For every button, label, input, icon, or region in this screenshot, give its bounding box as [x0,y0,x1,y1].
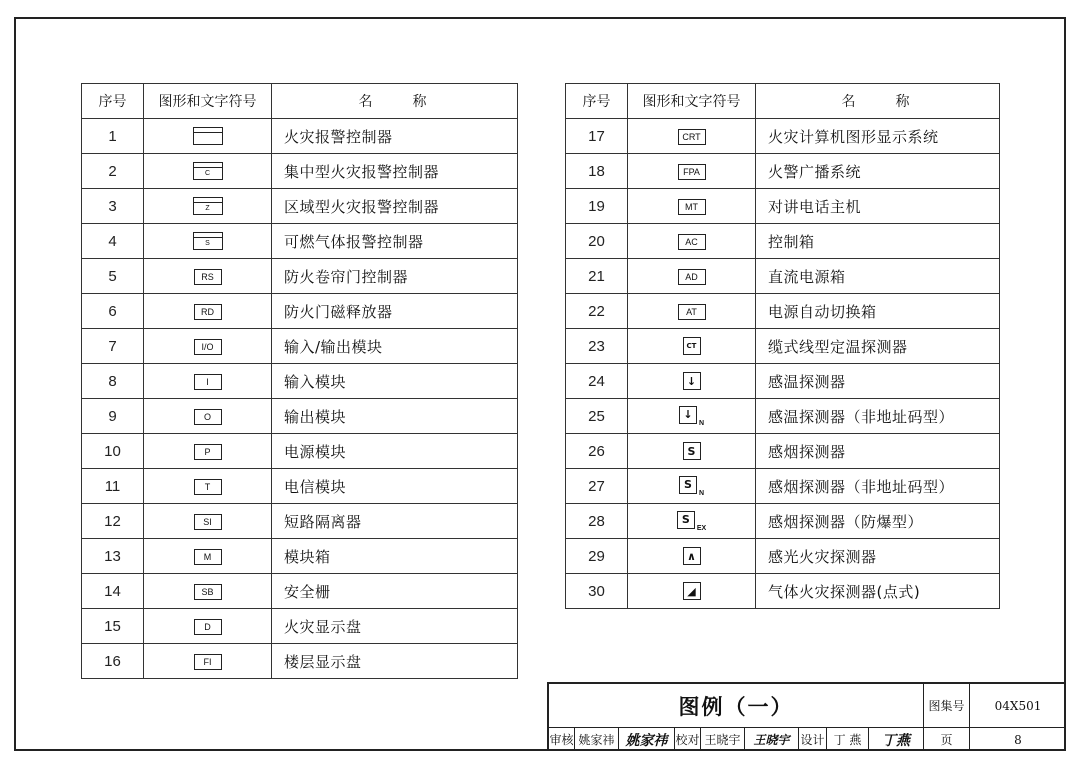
row-number: 23 [566,329,628,364]
signature-review: 姚家祎 [625,732,668,749]
row-number: 2 [82,154,144,189]
symbol-cell [144,574,272,609]
symbol-name: 火灾显示盘 [272,609,518,644]
module-symbol-icon: M [194,549,222,565]
row-number: 30 [566,574,628,609]
row-number: 4 [82,224,144,259]
module-symbol-icon: I [194,374,222,390]
table-row [82,644,518,679]
row-number: 25 [566,399,628,434]
table-row [82,189,518,224]
symbol-letter: C [204,170,211,178]
row-number: 19 [566,189,628,224]
symbol-name: 可燃气体报警控制器 [272,224,518,259]
module-symbol-icon: SB [194,584,222,600]
module-symbol-icon: T [194,479,222,495]
table-row [566,224,1000,259]
symbol-name: 火灾报警控制器 [272,119,518,154]
header-symbol: 图形和文字符号 [144,84,272,119]
row-number: 28 [566,504,628,539]
symbol-name: 气体火灾探测器(点式) [756,574,1000,609]
header-no: 序号 [566,84,628,119]
module-symbol-icon: SI [194,514,222,530]
symbol-name: 感光火灾探测器 [756,539,1000,574]
module-symbol-icon: FI [194,654,222,670]
row-number: 14 [82,574,144,609]
row-number: 9 [82,399,144,434]
symbol-cell [628,189,756,224]
symbol-name: 防火卷帘门控制器 [272,259,518,294]
detector-symbol-icon: CT [683,337,701,355]
row-number: 17 [566,119,628,154]
symbol-cell [144,504,272,539]
symbol-cell [628,399,756,434]
controller-symbol-icon [193,127,223,145]
symbol-cell [144,329,272,364]
module-symbol-icon: I/O [194,339,222,355]
symbol-name: 控制箱 [756,224,1000,259]
table-row [82,119,518,154]
detector-symbol-icon: S [677,511,695,529]
symbol-cell [144,259,272,294]
module-symbol-icon: O [194,409,222,425]
symbol-cell [144,539,272,574]
table-row [566,539,1000,574]
header-name: 名 称 [272,84,518,119]
symbol-cell [628,574,756,609]
detector-symbol-icon: S [683,442,701,460]
page-label: 页 [924,728,970,751]
row-number: 29 [566,539,628,574]
symbol-subscript: EX [696,525,707,532]
table-row [82,609,518,644]
row-number: 16 [82,644,144,679]
table-row [566,469,1000,504]
symbol-name: 火警广播系统 [756,154,1000,189]
detector-symbol-icon: ↓ [683,372,701,390]
symbol-letter: Z [205,205,210,213]
table-row [82,574,518,609]
module-symbol-icon: RD [194,304,222,320]
module-symbol-icon: FPA [678,164,706,180]
legend-table-left [81,83,518,679]
symbol-name: 缆式线型定温探测器 [756,329,1000,364]
reviewer-signature [619,728,675,751]
module-symbol-icon: AC [678,234,706,250]
header-name: 名 称 [756,84,1000,119]
designer-signature [869,728,924,751]
table-row [566,434,1000,469]
symbol-name: 输入模块 [272,364,518,399]
detector-symbol-icon: ◢ [683,582,701,600]
symbol-cell [628,469,756,504]
module-symbol-icon: RS [194,269,222,285]
table-header [82,84,518,119]
controller-symbol-icon [193,197,223,215]
legend-table-right [565,83,1000,609]
table-row [82,469,518,504]
detector-symbol-icon: ↓ [679,406,697,424]
symbol-cell [144,469,272,504]
reviewer-name: 姚家祎 [575,728,619,751]
row-number: 6 [82,294,144,329]
controller-symbol-icon [193,162,223,180]
table-row [566,504,1000,539]
symbol-cell [628,539,756,574]
table-row [566,189,1000,224]
symbol-name: 火灾计算机图形显示系统 [756,119,1000,154]
table-row [82,399,518,434]
module-symbol-icon: P [194,444,222,460]
row-number: 10 [82,434,144,469]
row-number: 11 [82,469,144,504]
module-symbol-icon: MT [678,199,706,215]
symbol-cell [628,119,756,154]
atlas-number: 04X501 [970,684,1066,728]
row-number: 12 [82,504,144,539]
symbol-letter: S [205,240,210,248]
symbol-name: 电源自动切换箱 [756,294,1000,329]
symbol-cell [144,644,272,679]
designer-name: 丁 燕 [827,728,869,751]
symbol-cell [144,189,272,224]
table-row [566,259,1000,294]
controller-symbol-icon [193,232,223,250]
row-number: 15 [82,609,144,644]
row-number: 21 [566,259,628,294]
symbol-cell [144,154,272,189]
row-number: 20 [566,224,628,259]
symbol-cell [628,329,756,364]
row-number: 13 [82,539,144,574]
row-number: 27 [566,469,628,504]
symbol-cell [628,224,756,259]
table-row [82,364,518,399]
row-number: 22 [566,294,628,329]
check-label: 校对 [675,728,701,751]
module-symbol-icon: CRT [678,129,706,145]
symbol-name: 感烟探测器 [756,434,1000,469]
table-row [82,539,518,574]
table-row [82,434,518,469]
symbol-name: 短路隔离器 [272,504,518,539]
symbol-name: 感烟探测器（防爆型） [756,504,1000,539]
symbol-cell [144,224,272,259]
signature-check: 王晓宇 [753,733,790,747]
table-row [566,574,1000,609]
table-row [566,119,1000,154]
drawing-title: 图例（一） [549,684,924,728]
row-number: 1 [82,119,144,154]
symbol-subscript: N [698,490,705,497]
row-number: 26 [566,434,628,469]
symbol-name: 感烟探测器（非地址码型） [756,469,1000,504]
table-row [82,224,518,259]
symbol-name: 防火门磁释放器 [272,294,518,329]
table-row [82,294,518,329]
checker-signature [745,728,799,751]
table-row [566,154,1000,189]
table-row [566,364,1000,399]
table-row [566,294,1000,329]
symbol-cell [144,609,272,644]
review-label: 审核 [549,728,575,751]
symbol-cell [628,364,756,399]
symbol-cell [628,154,756,189]
symbol-name: 区域型火灾报警控制器 [272,189,518,224]
design-label: 设计 [799,728,827,751]
symbol-name: 集中型火灾报警控制器 [272,154,518,189]
symbol-cell [628,434,756,469]
row-number: 3 [82,189,144,224]
title-block [547,682,1066,751]
checker-name: 王晓宇 [701,728,745,751]
symbol-name: 直流电源箱 [756,259,1000,294]
symbol-name: 输入/输出模块 [272,329,518,364]
table-row [82,259,518,294]
symbol-cell [628,294,756,329]
row-number: 5 [82,259,144,294]
symbol-name: 感温探测器 [756,364,1000,399]
symbol-name: 对讲电话主机 [756,189,1000,224]
row-number: 7 [82,329,144,364]
symbol-subscript: N [698,420,705,427]
symbol-name: 安全栅 [272,574,518,609]
symbol-cell [144,399,272,434]
signature-design: 丁燕 [882,732,910,749]
symbol-name: 感温探测器（非地址码型） [756,399,1000,434]
table-row [82,504,518,539]
symbol-name: 电信模块 [272,469,518,504]
atlas-label: 图集号 [924,684,970,728]
table-row [566,399,1000,434]
table-header [566,84,1000,119]
module-symbol-icon: AT [678,304,706,320]
header-no: 序号 [82,84,144,119]
symbol-cell [144,294,272,329]
table-row [82,329,518,364]
module-symbol-icon: D [194,619,222,635]
symbol-name: 电源模块 [272,434,518,469]
detector-symbol-icon: ∧ [683,547,701,565]
page-number: 8 [1014,732,1022,747]
header-symbol: 图形和文字符号 [628,84,756,119]
symbol-cell [144,434,272,469]
row-number: 18 [566,154,628,189]
module-symbol-icon: AD [678,269,706,285]
symbol-name: 楼层显示盘 [272,644,518,679]
row-number: 24 [566,364,628,399]
symbol-name: 模块箱 [272,539,518,574]
row-number: 8 [82,364,144,399]
detector-symbol-icon: S [679,476,697,494]
symbol-cell [628,259,756,294]
symbol-cell [144,119,272,154]
symbol-cell [144,364,272,399]
table-row [566,329,1000,364]
symbol-name: 输出模块 [272,399,518,434]
symbol-cell [628,504,756,539]
table-row [82,154,518,189]
